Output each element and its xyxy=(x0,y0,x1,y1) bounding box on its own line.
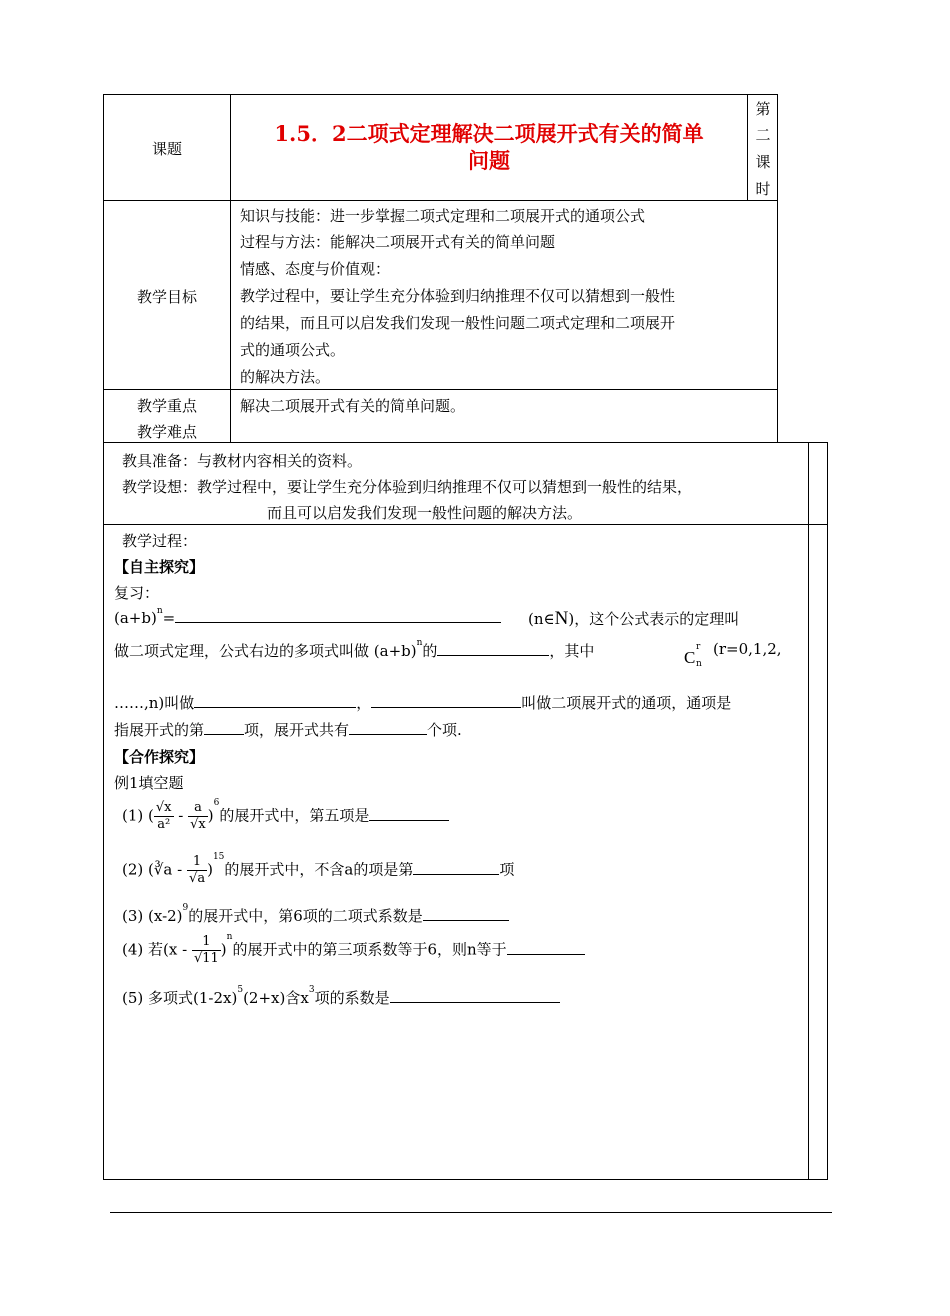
table1-bottom-border xyxy=(103,442,828,443)
formula-text: = xyxy=(162,609,176,627)
formula-text: )，这个公式表示的定理叫 xyxy=(568,610,740,628)
review-label: 复习： xyxy=(114,584,160,602)
fraction-numerator: √x xyxy=(155,800,172,815)
table2-left-border xyxy=(103,442,104,1179)
key-point-label: 教学重点 xyxy=(136,397,197,415)
formula-text: 项，展开式共有 xyxy=(244,721,350,739)
exponent: 6 xyxy=(213,798,220,808)
question-prefix: (1) ( xyxy=(122,806,154,825)
question-text: 项 xyxy=(499,860,515,879)
formula-text: 指展开式的第 xyxy=(114,721,205,739)
fraction-numerator: 1 xyxy=(187,854,207,871)
difficulty-label: 教学难点 xyxy=(136,423,197,441)
exponent: n xyxy=(226,932,233,942)
question-text: 项的系数是 xyxy=(314,989,390,1007)
fraction-denominator: √a xyxy=(189,871,206,886)
close-paren: ) xyxy=(220,940,227,959)
combination-n: n xyxy=(696,659,702,669)
formula-text: ， xyxy=(356,694,372,712)
exponent: 15 xyxy=(212,852,225,862)
exponent: n xyxy=(156,606,163,616)
answer-blank[interactable] xyxy=(371,693,521,708)
question-text: (3) (x-2) xyxy=(122,907,183,925)
fraction-denominator: a² xyxy=(157,817,171,832)
minus-sign: - xyxy=(177,860,183,879)
table2-row-divider xyxy=(103,524,828,525)
exponent: 5 xyxy=(237,985,244,995)
question-text: 的展开式中，第五项是 xyxy=(219,806,370,825)
formula-text: 做二项式定理，公式右边的多项式叫做 (a+b) xyxy=(114,642,417,660)
cooperation-heading: 【合作探究】 xyxy=(114,748,205,766)
formula-text: (a+b) xyxy=(114,609,157,627)
fraction-denominator: √x xyxy=(190,817,206,832)
fraction xyxy=(187,854,207,887)
footer-rule xyxy=(110,1212,832,1213)
objective-line: 知识与技能：进一步掌握二项式定理和二项展开式的通项公式 xyxy=(240,207,646,225)
review-line-4 xyxy=(114,719,462,740)
exponent: 9 xyxy=(182,903,189,913)
formula-text: 的 xyxy=(422,642,438,660)
combination-c: C xyxy=(684,648,696,667)
lesson-title-line2: 问题 xyxy=(468,148,510,173)
example-title: 例1填空题 xyxy=(114,774,184,792)
lesson-number-char: 时 xyxy=(755,180,771,198)
answer-blank[interactable] xyxy=(413,862,499,875)
objective-line: 的解决方法。 xyxy=(240,368,331,386)
review-line-2-tail: (r=0,1,2, xyxy=(713,640,782,658)
answer-blank[interactable] xyxy=(437,641,549,656)
formula-text: ……,n)叫做 xyxy=(114,694,195,712)
question-5 xyxy=(122,987,560,1008)
question-1 xyxy=(122,800,449,833)
teaching-design-line1: 教学设想：教学过程中，要让学生充分体验到归纳推理不仅可以猜想到一般性的结果， xyxy=(122,478,693,496)
combination-symbol xyxy=(684,642,714,672)
objectives-label: 教学目标 xyxy=(136,288,197,306)
answer-blank[interactable] xyxy=(369,808,449,821)
question-prefix: (2) ( xyxy=(122,860,154,879)
lesson-number-char: 二 xyxy=(755,126,771,144)
close-paren: ) xyxy=(207,860,213,879)
lesson-number-char: 课 xyxy=(755,153,771,171)
formula-text: (n∈ xyxy=(528,610,555,628)
question-4 xyxy=(122,934,585,967)
fraction-numerator: a xyxy=(188,800,208,817)
table1-top-border xyxy=(103,94,778,95)
review-line-3 xyxy=(114,692,731,713)
question-text: 的展开式中，不含a的项是第 xyxy=(224,860,414,879)
key-point-content: 解决二项展开式有关的简单问题。 xyxy=(240,397,466,415)
formula-text: 叫做二项展开式的通项，通项是 xyxy=(521,694,732,712)
fraction xyxy=(154,800,174,833)
objective-line: 过程与方法：能解决二项展开式有关的简单问题 xyxy=(240,233,556,251)
review-line-2 xyxy=(114,640,594,661)
question-prefix: (4) 若(x - xyxy=(122,940,188,959)
answer-blank[interactable] xyxy=(194,693,356,708)
answer-blank[interactable] xyxy=(423,908,509,921)
answer-blank[interactable] xyxy=(507,942,585,955)
self-study-heading: 【自主探究】 xyxy=(114,558,205,576)
cube-root: ∛a xyxy=(153,860,173,879)
answer-blank[interactable] xyxy=(390,990,560,1003)
natural-set-symbol: N xyxy=(554,608,569,629)
close-paren: ) xyxy=(207,806,214,825)
review-line-1-tail xyxy=(528,608,739,630)
table1-lesson-divider xyxy=(747,94,748,200)
question-text: (5) 多项式(1-2x) xyxy=(122,989,238,1007)
objective-line: 教学过程中，要让学生充分体验到归纳推理不仅可以猜想到一般性 xyxy=(240,287,676,305)
combination-r: r xyxy=(696,642,701,652)
fraction-denominator: √11 xyxy=(193,951,219,966)
question-text: 的展开式中的第三项系数等于6，则n等于 xyxy=(232,940,507,959)
question-3 xyxy=(122,905,509,926)
exponent: 3 xyxy=(308,985,315,995)
review-line-1 xyxy=(114,608,501,627)
formula-text: 个项. xyxy=(427,721,462,739)
question-text: 的展开式中，第6项的二项式系数是 xyxy=(188,907,423,925)
fraction-numerator: 1 xyxy=(192,934,221,951)
process-heading: 教学过程： xyxy=(122,532,198,550)
formula-text: ，其中 xyxy=(549,642,595,660)
objective-line: 的结果，而且可以启发我们发现一般性问题二项式定理和二项展开 xyxy=(240,314,676,332)
table2-outer-right-border xyxy=(827,442,828,1179)
fraction xyxy=(188,800,208,833)
fraction xyxy=(192,934,221,967)
answer-blank[interactable] xyxy=(175,608,501,623)
table1-right-border xyxy=(777,94,778,442)
exponent: n xyxy=(416,638,423,648)
table1-row-divider-1 xyxy=(103,200,778,201)
lesson-title-line1: 1.5．2二项式定理解决二项展开式有关的简单 xyxy=(274,121,704,146)
question-2 xyxy=(122,854,514,887)
objective-line: 情感、态度与价值观： xyxy=(240,260,391,278)
topic-label: 课题 xyxy=(151,140,182,158)
objective-line: 式的通项公式。 xyxy=(240,341,346,359)
teaching-tools: 教具准备：与教材内容相关的资料。 xyxy=(122,452,363,470)
minus-sign: - xyxy=(178,806,184,825)
table2-inner-right-border xyxy=(808,442,809,1179)
teaching-design-line2: 而且可以启发我们发现一般性问题的解决方法。 xyxy=(267,504,583,522)
question-text: (2+x)含x xyxy=(243,989,309,1007)
table1-row-divider-2 xyxy=(103,389,778,390)
lesson-number-char: 第 xyxy=(755,100,771,118)
answer-blank[interactable] xyxy=(204,720,244,735)
table2-bottom-border xyxy=(103,1179,828,1180)
answer-blank[interactable] xyxy=(349,720,427,735)
